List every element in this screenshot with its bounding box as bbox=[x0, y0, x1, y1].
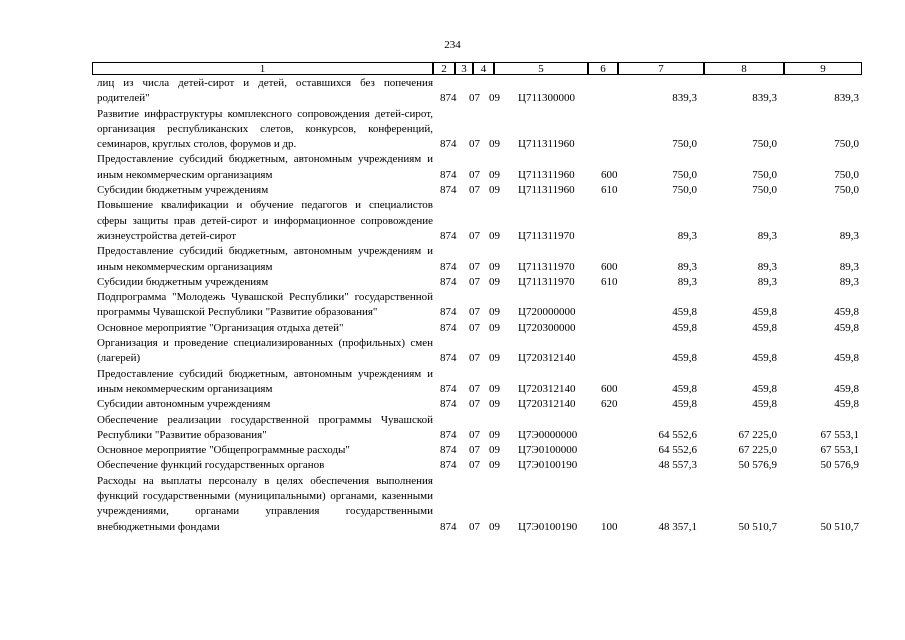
expense-type-code: 610 bbox=[601, 184, 618, 197]
amount-year-1: 750,0 bbox=[672, 184, 697, 197]
table-row bbox=[93, 443, 863, 458]
section-code: 07 bbox=[469, 168, 480, 181]
subsection-code: 09 bbox=[489, 92, 500, 105]
amount-year-2: 459,8 bbox=[752, 398, 777, 411]
target-item-code: Ц711311970 bbox=[518, 260, 575, 273]
section-code: 07 bbox=[469, 260, 480, 273]
section-code: 07 bbox=[469, 398, 480, 411]
amount-year-2: 89,3 bbox=[757, 260, 777, 273]
target-item-code: Ц711311960 bbox=[518, 184, 575, 197]
target-item-code: Ц720312140 bbox=[518, 352, 576, 365]
section-code: 07 bbox=[469, 306, 480, 319]
expense-type-code: 600 bbox=[601, 260, 618, 273]
amount-year-3: 750,0 bbox=[834, 138, 859, 151]
expense-type-code: 600 bbox=[601, 168, 618, 181]
admin-code: 874 bbox=[440, 92, 457, 105]
expense-type-code: 600 bbox=[601, 382, 618, 395]
row-description: Предоставление субсидий бюджетным, автономным учреждениям и иным некоммерческим организациям bbox=[97, 245, 433, 273]
amount-year-1: 64 552,6 bbox=[658, 444, 697, 457]
amount-year-3: 750,0 bbox=[834, 168, 859, 181]
amount-year-2: 839,3 bbox=[752, 92, 777, 105]
section-code: 07 bbox=[469, 428, 480, 441]
table-row bbox=[93, 474, 863, 535]
subsection-code: 09 bbox=[489, 520, 500, 533]
row-description: Субсидии бюджетным учреждениям bbox=[97, 275, 269, 288]
table-row bbox=[93, 244, 863, 275]
amount-year-2: 89,3 bbox=[757, 229, 777, 242]
subsection-code: 09 bbox=[489, 398, 500, 411]
row-description: Развитие инфраструктуры комплексного сопровождения детей-сирот, организация республиканских слетов, конкурсов, конференций, семинаров, круглых столов, форумов и др. bbox=[97, 107, 433, 151]
amount-year-2: 89,3 bbox=[757, 275, 777, 288]
table-row bbox=[93, 336, 863, 367]
admin-code: 874 bbox=[440, 520, 457, 533]
row-description: Повышение квалификации и обучение педагогов и специалистов сферы защиты прав детей-сирот и информационное сопровождение жизнеустройства детей-сирот bbox=[97, 199, 433, 242]
target-item-code: Ц711300000 bbox=[518, 92, 576, 105]
section-code: 07 bbox=[469, 275, 480, 288]
table-row bbox=[93, 183, 863, 198]
expense-type-code: 610 bbox=[601, 275, 618, 288]
amount-year-3: 89,3 bbox=[839, 229, 859, 242]
admin-code: 874 bbox=[440, 168, 457, 181]
amount-year-1: 459,8 bbox=[672, 382, 697, 395]
column-header: 7 bbox=[618, 62, 704, 75]
target-item-code: Ц720312140 bbox=[518, 382, 576, 395]
amount-year-3: 67 553,1 bbox=[820, 444, 859, 457]
amount-year-1: 459,8 bbox=[672, 321, 697, 334]
amount-year-3: 839,3 bbox=[834, 92, 859, 105]
admin-code: 874 bbox=[440, 306, 457, 319]
target-item-code: Ц7Э0100190 bbox=[518, 459, 578, 472]
page-number: 234 bbox=[444, 39, 461, 51]
amount-year-1: 89,3 bbox=[677, 260, 697, 273]
section-code: 07 bbox=[469, 352, 480, 365]
amount-year-2: 750,0 bbox=[752, 138, 777, 151]
row-description: Предоставление субсидий бюджетным, автономным учреждениям и иным некоммерческим организациям bbox=[97, 153, 433, 181]
admin-code: 874 bbox=[440, 398, 457, 411]
amount-year-1: 48 557,3 bbox=[658, 459, 697, 472]
section-code: 07 bbox=[469, 321, 480, 334]
amount-year-1: 89,3 bbox=[677, 275, 697, 288]
column-header: 5 bbox=[494, 62, 588, 75]
amount-year-2: 459,8 bbox=[752, 321, 777, 334]
target-item-code: Ц720300000 bbox=[518, 321, 576, 334]
amount-year-1: 89,3 bbox=[677, 229, 697, 242]
table-row bbox=[93, 321, 863, 336]
column-header: 1 bbox=[92, 62, 433, 75]
subsection-code: 09 bbox=[489, 459, 500, 472]
target-item-code: Ц720312140 bbox=[518, 398, 576, 411]
section-code: 07 bbox=[469, 459, 480, 472]
amount-year-1: 750,0 bbox=[672, 138, 697, 151]
column-header: 8 bbox=[704, 62, 784, 75]
amount-year-2: 459,8 bbox=[752, 306, 777, 319]
subsection-code: 09 bbox=[489, 382, 500, 395]
table-row bbox=[93, 413, 863, 444]
amount-year-3: 459,8 bbox=[834, 352, 859, 365]
admin-code: 874 bbox=[440, 321, 457, 334]
row-description: Субсидии автономным учреждениям bbox=[97, 398, 271, 411]
row-description: Основное мероприятие "Общепрограммные расходы" bbox=[97, 444, 350, 457]
amount-year-2: 67 225,0 bbox=[738, 428, 777, 441]
section-code: 07 bbox=[469, 520, 480, 533]
column-header: 6 bbox=[588, 62, 618, 75]
target-item-code: Ц711311970 bbox=[518, 229, 575, 242]
amount-year-2: 50 576,9 bbox=[738, 459, 777, 472]
expense-type-code: 100 bbox=[601, 520, 618, 533]
amount-year-3: 459,8 bbox=[834, 382, 859, 395]
amount-year-2: 459,8 bbox=[752, 352, 777, 365]
row-description: лиц из числа детей-сирот и детей, оставшихся без попечения родителей" bbox=[97, 77, 433, 105]
section-code: 07 bbox=[469, 184, 480, 197]
target-item-code: Ц7Э0100000 bbox=[518, 444, 578, 457]
column-header: 4 bbox=[473, 62, 494, 75]
admin-code: 874 bbox=[440, 184, 457, 197]
table-row bbox=[93, 397, 863, 412]
admin-code: 874 bbox=[440, 382, 457, 395]
subsection-code: 09 bbox=[489, 229, 500, 242]
section-code: 07 bbox=[469, 229, 480, 242]
row-description: Подпрограмма "Молодежь Чувашской Республики" государственной программы Чувашской Республики "Развитие образования" bbox=[97, 291, 433, 319]
subsection-code: 09 bbox=[489, 138, 500, 151]
amount-year-3: 750,0 bbox=[834, 184, 859, 197]
expense-type-code: 620 bbox=[601, 398, 618, 411]
amount-year-3: 89,3 bbox=[839, 275, 859, 288]
target-item-code: Ц7Э0100190 bbox=[518, 520, 578, 533]
column-header: 9 bbox=[784, 62, 862, 75]
amount-year-3: 459,8 bbox=[834, 306, 859, 319]
target-item-code: Ц720000000 bbox=[518, 306, 576, 319]
subsection-code: 09 bbox=[489, 168, 500, 181]
table-row bbox=[93, 198, 863, 244]
amount-year-3: 50 576,9 bbox=[820, 459, 859, 472]
table-row bbox=[93, 107, 863, 153]
amount-year-3: 459,8 bbox=[834, 321, 859, 334]
admin-code: 874 bbox=[440, 260, 457, 273]
target-item-code: Ц711311970 bbox=[518, 275, 575, 288]
row-description: Предоставление субсидий бюджетным, автономным учреждениям и иным некоммерческим организациям bbox=[97, 367, 433, 395]
subsection-code: 09 bbox=[489, 352, 500, 365]
amount-year-1: 64 552,6 bbox=[658, 428, 697, 441]
row-description: Основное мероприятие "Организация отдыха детей" bbox=[97, 321, 344, 334]
amount-year-3: 459,8 bbox=[834, 398, 859, 411]
table-row bbox=[93, 290, 863, 321]
section-code: 07 bbox=[469, 92, 480, 105]
column-header: 2 bbox=[433, 62, 455, 75]
amount-year-2: 750,0 bbox=[752, 184, 777, 197]
amount-year-1: 459,8 bbox=[672, 306, 697, 319]
amount-year-1: 459,8 bbox=[672, 352, 697, 365]
amount-year-2: 750,0 bbox=[752, 168, 777, 181]
amount-year-2: 67 225,0 bbox=[738, 444, 777, 457]
subsection-code: 09 bbox=[489, 306, 500, 319]
subsection-code: 09 bbox=[489, 444, 500, 457]
subsection-code: 09 bbox=[489, 275, 500, 288]
target-item-code: Ц711311960 bbox=[518, 168, 575, 181]
row-description: Организация и проведение специализированных (профильных) смен (лагерей) bbox=[97, 337, 433, 365]
target-item-code: Ц711311960 bbox=[518, 138, 575, 151]
row-description: Обеспечение реализации государственной программы Чувашской Республики "Развитие образования" bbox=[97, 413, 433, 441]
amount-year-1: 839,3 bbox=[672, 92, 697, 105]
section-code: 07 bbox=[469, 138, 480, 151]
admin-code: 874 bbox=[440, 428, 457, 441]
row-description: Расходы на выплаты персоналу в целях обеспечения выполнения функций государственными (муниципальными) органами, казенными учреждениями, органами управления государственными внебюджетными фондами bbox=[97, 474, 433, 533]
table-row bbox=[93, 458, 863, 473]
amount-year-3: 67 553,1 bbox=[820, 428, 859, 441]
amount-year-1: 48 357,1 bbox=[658, 520, 697, 533]
admin-code: 874 bbox=[440, 444, 457, 457]
amount-year-3: 50 510,7 bbox=[820, 520, 859, 533]
subsection-code: 09 bbox=[489, 184, 500, 197]
admin-code: 874 bbox=[440, 352, 457, 365]
column-header: 3 bbox=[455, 62, 473, 75]
subsection-code: 09 bbox=[489, 321, 500, 334]
admin-code: 874 bbox=[440, 229, 457, 242]
amount-year-2: 50 510,7 bbox=[738, 520, 777, 533]
subsection-code: 09 bbox=[489, 260, 500, 273]
section-code: 07 bbox=[469, 444, 480, 457]
amount-year-1: 459,8 bbox=[672, 398, 697, 411]
row-description: Субсидии бюджетным учреждениям bbox=[97, 184, 269, 197]
table-body bbox=[93, 76, 863, 535]
table-row bbox=[93, 76, 863, 107]
table-row bbox=[93, 275, 863, 290]
amount-year-3: 89,3 bbox=[839, 260, 859, 273]
amount-year-1: 750,0 bbox=[672, 168, 697, 181]
subsection-code: 09 bbox=[489, 428, 500, 441]
target-item-code: Ц7Э0000000 bbox=[518, 428, 578, 441]
amount-year-2: 459,8 bbox=[752, 382, 777, 395]
admin-code: 874 bbox=[440, 459, 457, 472]
admin-code: 874 bbox=[440, 275, 457, 288]
table-row bbox=[93, 367, 863, 398]
section-code: 07 bbox=[469, 382, 480, 395]
admin-code: 874 bbox=[440, 138, 457, 151]
row-description: Обеспечение функций государственных органов bbox=[97, 459, 325, 472]
table-row bbox=[93, 152, 863, 183]
